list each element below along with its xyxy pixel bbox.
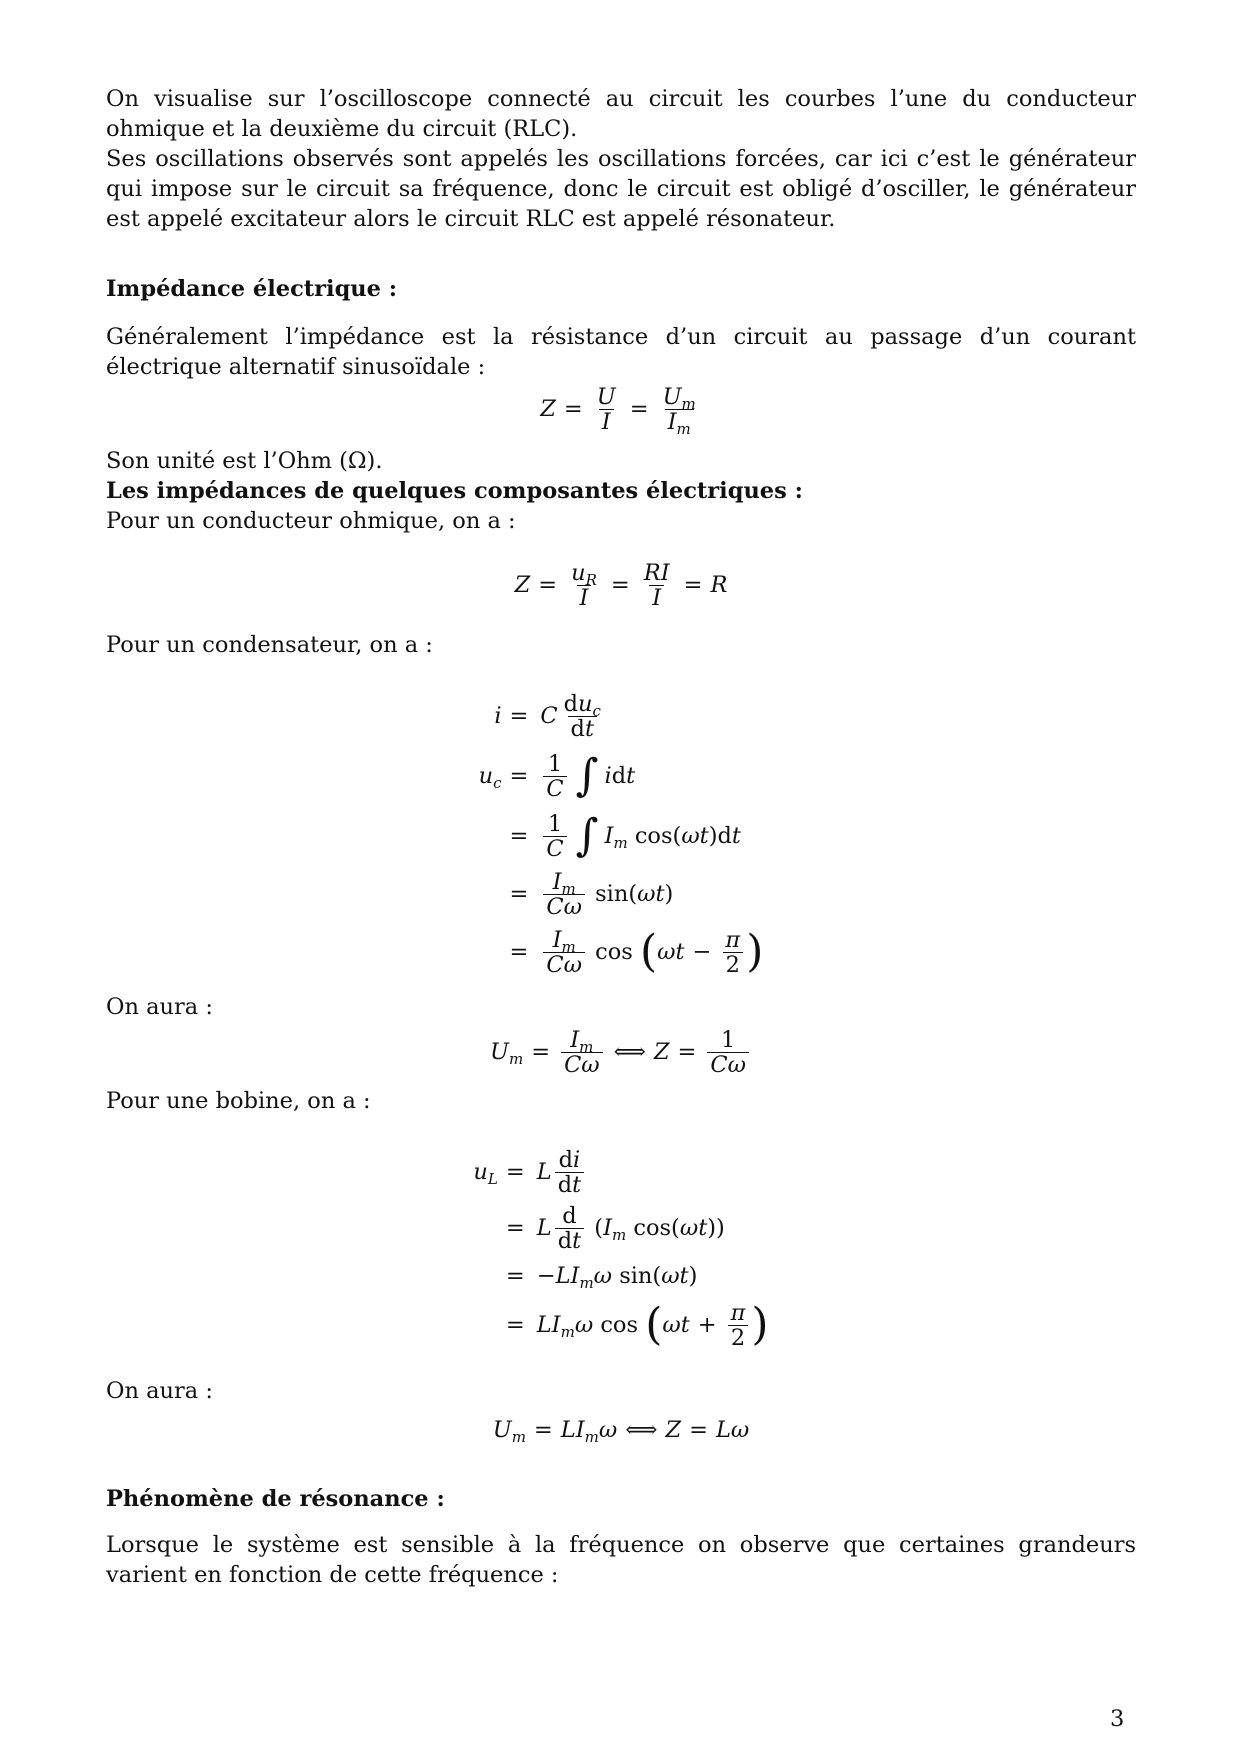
intro-paragraph-2: Ses oscillations observés sont appelés les oscillations forcées, car ici c’est le générateur qui impose sur le circuit sa fréquence, donc le circuit est obligé d’osciller, le générateur est appelé excitateur alors le circuit RLC est appelé résonateur.	[106, 146, 1136, 232]
coil-derivation: $u_L$ = L $\frac{di}{dt}$ = L $\frac{d}{dt}$ ( $I_m$ cos( ωt )) = − $LI_m\omega$ sin( ωt ) = $LI_m\omega$ cos ( ωt + $\frac{\pi}{2}$ )	[473, 1146, 769, 1351]
coil-result-intro: On aura :	[106, 1378, 213, 1404]
impedance-equation: Z = $\frac{U}{I}$ = $\frac{U_m}{I_m}$	[540, 383, 696, 438]
ohmic-equation: Z = $\frac{u_R}{I}$ = $\frac{RI}{I}$ = R	[514, 559, 728, 611]
components-heading: Les impédances de quelques composantes électriques :	[106, 478, 803, 504]
page-number: 3	[1110, 1706, 1125, 1732]
capacitor-derivation: i = C $\frac{du_c}{dt}$ $u_c$ = $\frac{1}{C}$ ∫ i d t = $\frac{1}{C}$ ∫ $I_m$ cos( ωt )d t = $\frac{I_m}{C\omega}$ sin( ωt ) = $\frac{I_m}{C\omega}$ cos ( ωt − $\frac{\pi}{2}$ )	[478, 690, 764, 978]
ohmic-intro: Pour un conducteur ohmique, on a :	[106, 508, 516, 534]
impedance-heading: Impédance électrique :	[106, 276, 398, 302]
coil-intro: Pour une bobine, on a :	[106, 1088, 371, 1114]
impedance-unit: Son unité est l’Ohm (Ω).	[106, 448, 383, 474]
intro-paragraph-1: On visualise sur l’oscilloscope connecté au circuit les courbes l’une du conducteur ohmique et la deuxième du circuit (RLC).	[106, 86, 1136, 142]
impedance-definition: Généralement l’impédance est la résistance d’un circuit au passage d’un courant électrique alternatif sinusoïdale :	[106, 324, 1136, 380]
resonance-heading: Phénomène de résonance :	[106, 1486, 445, 1512]
resonance-text: Lorsque le système est sensible à la fréquence on observe que certaines grandeurs varient en fonction de cette fréquence :	[106, 1532, 1136, 1588]
capacitor-intro: Pour un condensateur, on a :	[106, 632, 433, 658]
coil-result-equation: $U_m$ = $LI_m\omega$ ⟺ Z = Lω	[492, 1417, 750, 1446]
capacitor-result-equation: $U_m$ = $\frac{I_m}{C\omega}$ ⟺ Z = $\frac{1}{C\omega}$	[106, 1020, 1136, 1084]
capacitor-result-intro: On aura :	[106, 994, 213, 1020]
page-content	[106, 84, 1136, 1590]
